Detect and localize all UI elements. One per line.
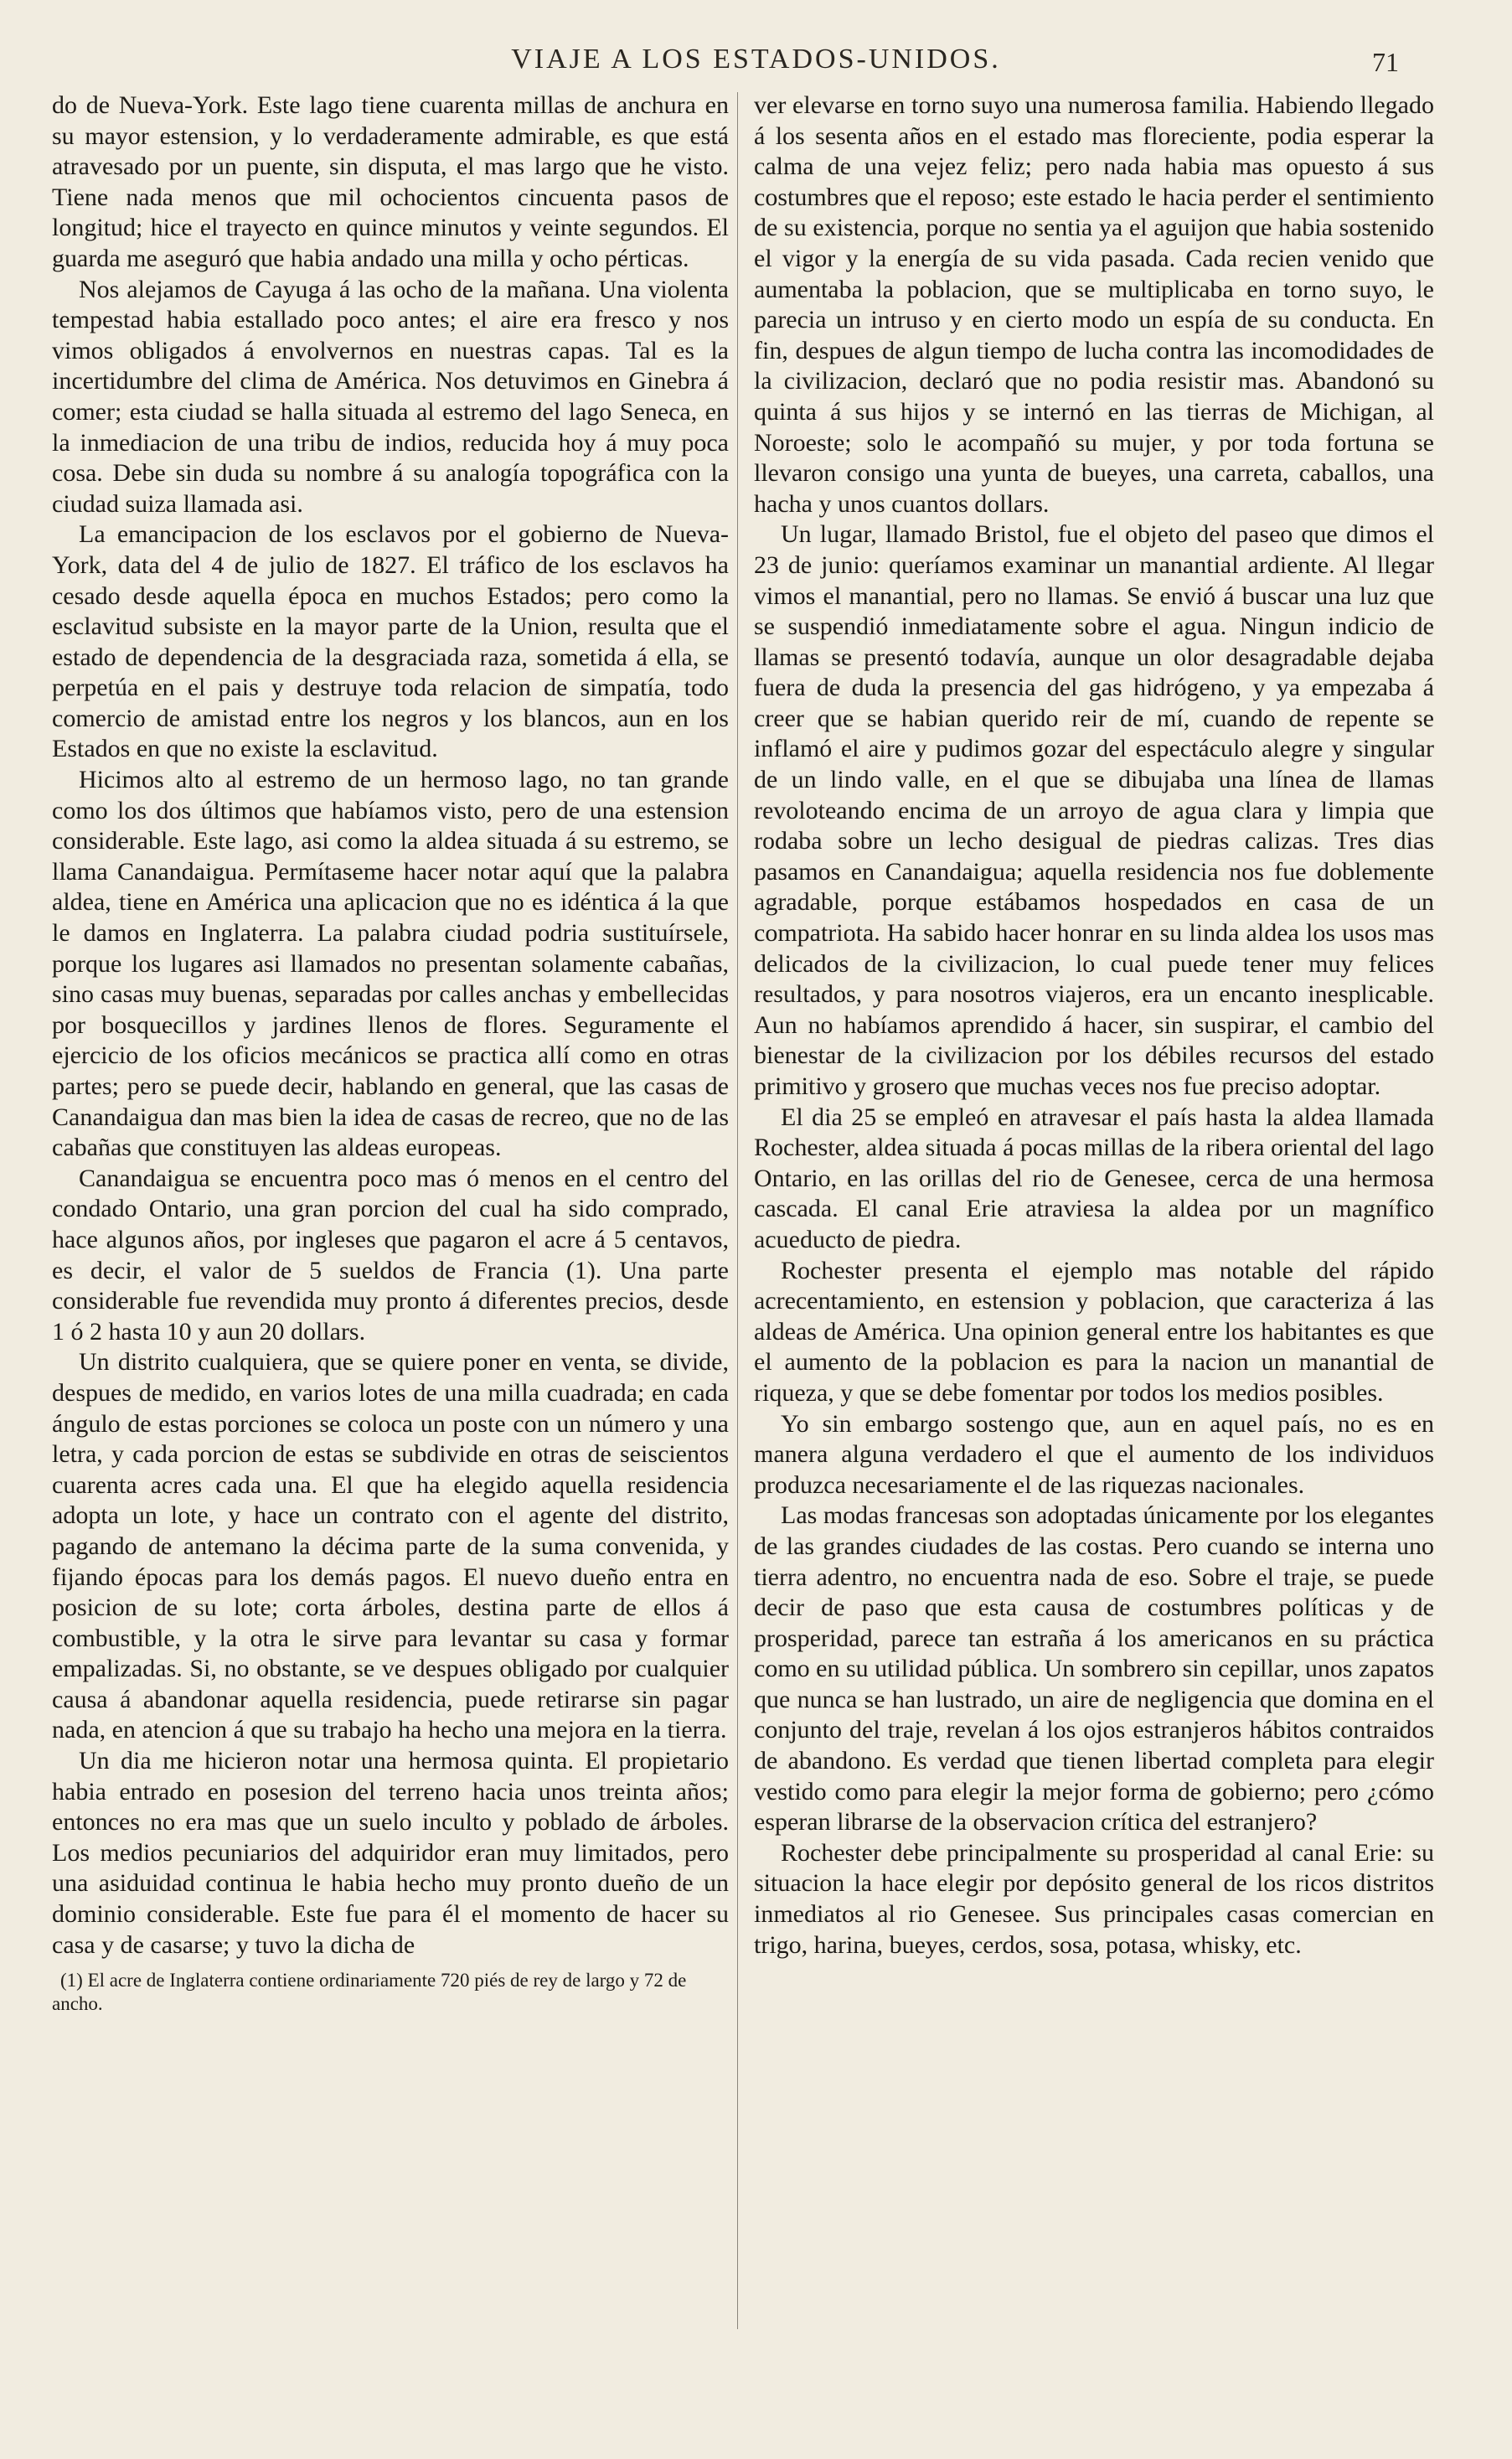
paragraph: El dia 25 se empleó en atravesar el país hasta la aldea llamada Rochester, aldea situada á pocas millas de la ribera oriental del lago Ontario, en las orillas del rio de Genesee, cerca de una hermosa cascada. El canal Erie atraviesa la aldea por un magnífico acueducto de piedra. [754,1103,1434,1253]
paragraph: Un lugar, llamado Bristol, fue el objeto del paseo que dimos el 23 de junio: queríamos examinar un manantial ardiente. Al llegar vimos el manantial, pero no llamas. Se envió á buscar una luz que se suspendió inmediatamente sobre el agua. Ningun indicio de llamas se presentó todavía, aunque un olor desagradable dejaba fuera de duda la presencia del gas hidrógeno, y ya empezaba á creer que se habian querido reir de mí, cuando de repente se inflamó el aire y pudimos gozar del espectáculo alegre y singular de un lindo valle, en el que se dibujaba una línea de llamas revoloteando encima de un arroyo de agua clara y limpia que rodaba sobre un lecho desigual de piedras calizas. Tres dias pasamos en Canandaigua; aquella residencia nos fue doblemente agradable, porque estábamos hospedados en casa de un compatriota. Ha sabido hacer honrar en su linda aldea los usos mas delicados de la civilizacion, lo cual puede tener muy felices resultados, y para nosotros viajeros, era un encanto inesplicable. Aun no habíamos aprendido á hacer, sin suspirar, el cambio del bienestar de la civilizacion por los débiles recursos del estado primitivo y grosero que muchas veces nos fue preciso adoptar. [754,520,1434,1100]
paragraph: Rochester presenta el ejemplo mas notable del rápido acrecentamiento, en estension y poblacion, que caracteriza á las aldeas de América. Una opinion general entre los habitantes es que el aumento de la poblacion es para la nacion un manantial de riqueza, y que se debe fomentar por todos los medios posibles. [754,1256,1434,1407]
paragraph: Un dia me hicieron notar una hermosa quinta. El propietario habia entrado en posesion del terreno hacia unos treinta años; entonces no era mas que un suelo inculto y poblado de árboles. Los medios pecuniarios del adquiridor eran muy limitados, pero una asiduidad continua le habia hecho muy pronto dueño de un dominio considerable. Este fue para él el momento de hacer su casa y de casarse; y tuvo la dicha de [52,1747,729,1959]
paragraph: La emancipacion de los esclavos por el gobierno de Nueva-York, data del 4 de julio de 1827. El tráfico de los esclavos ha cesado desde aquella época en muchos Estados; pero como la esclavitud subsiste en la mayor parte de la Union, resulta que el estado de dependencia de la desgraciada raza, sometida á ella, se perpetúa en el pais y destruye toda relacion de simpatía, todo comercio de amistad entre los negros y los blancos, aun en los Estados en que no existe la esclavitud. [52,520,729,763]
paragraph: Hicimos alto al estremo de un hermoso lago, no tan grande como los dos últimos que habíamos visto, pero de una estension considerable. Este lago, asi como la aldea situada á su estremo, se llama Canandaigua. Permítaseme hacer notar aquí que la palabra aldea, tiene en América una aplicacion que no es idéntica á la que le damos en Inglaterra. La palabra ciudad podria sustituírsele, porque los lugares asi llamados no presentan solamente cabañas, sino casas muy buenas, separadas por calles anchas y embellecidas por bosquecillos y jardines llenos de flores. Seguramente el ejercicio de los oficios mecánicos se practica allí como en otras partes; pero se puede decir, hablando en general, que las casas de Canandaigua dan mas bien la idea de casas de recreo, que no de las cabañas que constituyen las aldeas europeas. [52,766,729,1162]
column-divider [737,92,738,2329]
left-column [52,90,729,2016]
right-column [754,90,1434,1960]
footnote: (1) El acre de Inglaterra contiene ordinariamente 720 piés de rey de largo y 72 de ancho. [52,1970,687,2015]
paragraph: Canandaigua se encuentra poco mas ó menos en el centro del condado Ontario, una gran porcion del cual ha sido comprado, hace algunos años, por ingleses que pagaron el acre á 5 centavos, es decir, el valor de 5 sueldos de Francia (1). Una parte considerable fue revendida muy pronto á diferentes precios, desde 1 ó 2 hasta 10 y aun 20 dollars. [52,1164,729,1346]
running-title: VIAJE A LOS ESTADOS-UNIDOS. [511,44,1001,75]
page-header [0,44,1512,85]
page-number: 71 [1372,47,1399,77]
paragraph: Un distrito cualquiera, que se quiere poner en venta, se divide, despues de medido, en varios lotes de una milla cuadrada; en cada ángulo de estas porciones se coloca un poste con un número y una letra, y cada porcion de estas se subdivide en otras de seiscientos cuarenta acres cada una. El que ha elegido aquella residencia adopta un lote, y hace un contrato con el agente del distrito, pagando de antemano la décima parte de la suma convenida, y fijando épocas para los demás pagos. El nuevo dueño entra en posicion de su lote; corta árboles, destina parte de ellos á combustible, y la otra le sirve para levantar su casa y formar empalizadas. Si, no obstante, se ve despues obligado por cualquier causa á abandonar aquella residencia, puede retirarse sin pagar nada, en atencion á que su trabajo ha hecho una mejora en la tierra. [52,1348,729,1744]
paragraph: Nos alejamos de Cayuga á las ocho de la mañana. Una violenta tempestad habia estallado poco antes; el aire era fresco y nos vimos obligados á envolvernos en nuestras capas. Tal es la incertidumbre del clima de América. Nos detuvimos en Ginebra á comer; esta ciudad se halla situada al estremo del lago Seneca, en la inmediacion de una tribu de indios, reducida hoy á muy poca cosa. Debe sin duda su nombre á su analogía topográfica con la ciudad suiza llamada asi. [52,275,729,518]
paragraph: ver elevarse en torno suyo una numerosa familia. Habiendo llegado á los sesenta años en el estado mas floreciente, podia esperar la calma de una vejez feliz; pero nada habia mas opuesto á sus costumbres que el reposo; este estado le hacia perder el sentimiento de su existencia, porque no sentia ya el aguijon que habia sostenido el vigor y la energía de su vida pasada. Cada recien venido que aumentaba la poblacion, que se multiplicaba en torno suyo, le parecia un intruso y en cierto modo un espía de su conducta. En fin, despues de algun tiempo de lucha contra las incomodidades de la civilizacion, declaró que no podia resistir mas. Abandonó su quinta á sus hijos y se internó en las tierras de Michigan, al Noroeste; solo le acompañó su mujer, y por toda fortuna se llevaron consigo una yunta de bueyes, una carreta, caballos, una hacha y unos cuantos dollars. [754,91,1434,518]
paragraph: Rochester debe principalmente su prosperidad al canal Erie: su situacion la hace elegir por depósito general de los ricos distritos inmediatos al rio Genesee. Sus principales casas comercian en trigo, harina, bueyes, cerdos, sosa, potasa, whisky, etc. [754,1838,1434,1959]
paragraph: do de Nueva-York. Este lago tiene cuarenta millas de anchura en su mayor estension, y lo verdaderamente admirable, es que está atravesado por un puente, sin disputa, el mas largo que he visto. Tiene nada menos que mil ochocientos cincuenta pasos de longitud; hice el trayecto en quince minutos y veinte segundos. El guarda me aseguró que habia andado una milla y ocho pérticas. [52,91,729,272]
paragraph: Las modas francesas son adoptadas únicamente por los elegantes de las grandes ciudades de las costas. Pero cuando se interna uno tierra adentro, no encuentra nada de eso. Sobre el traje, se puede decir de paso que esta causa de costumbres políticas y de prosperidad, parece tan estraña á los americanos en su práctica como en su utilidad pública. Un sombrero sin cepillar, unos zapatos que nunca se han lustrado, un aire de negligencia que domina en el conjunto del traje, revelan á los ojos estranjeros hábitos contraidos de abandono. Es verdad que tienen libertad completa para elegir vestido como para elegir la mejor forma de gobierno; pero ¿cómo esperan librarse de la observacion crítica del estranjero? [754,1501,1434,1837]
paragraph: Yo sin embargo sostengo que, aun en aquel país, no es en manera alguna verdadero el que el aumento de los individuos produzca necesariamente el de las riquezas nacionales. [754,1409,1434,1499]
